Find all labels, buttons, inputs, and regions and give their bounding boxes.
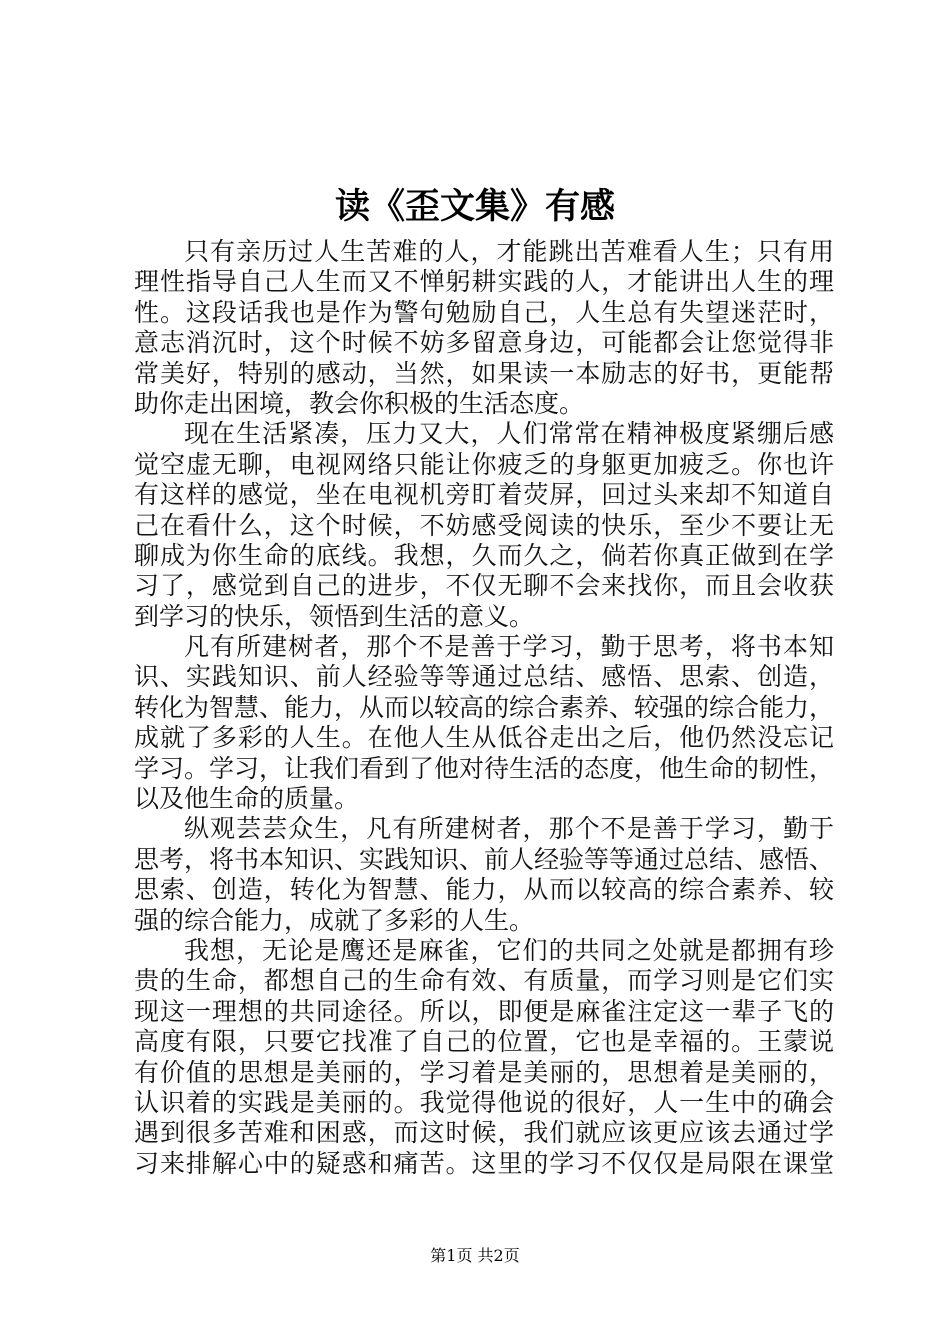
text-line: 性。这段话我也是作为警句勉励自己，人生总有失望迷茫时， [134,297,834,327]
document-body [134,237,834,1179]
document-title: 读《歪文集》有感 [334,186,615,227]
paragraph [134,814,834,936]
text-line: 纵观芸芸众生，凡有所建树者，那个不是善于学习，勤于 [184,814,834,844]
text-line: 强的综合能力，成就了多彩的人生。 [134,905,535,935]
text-line: 现这一理想的共同途径。所以，即便是麻雀注定这一辈子飞的 [134,996,834,1026]
paragraph [134,237,834,419]
text-line: 遇到很多苦难和困惑，而这时候，我们就应该更应该去通过学 [134,1118,834,1148]
text-line: 转化为智慧、能力，从而以较高的综合素养、较强的综合能力， [134,692,835,722]
text-line: 有价值的思想是美丽的，学习着是美丽的，思想着是美丽的， [134,1057,834,1087]
text-line: 觉空虚无聊，电视网络只能让你疲乏的身躯更加疲乏。你也许 [134,449,834,479]
text-line: 识、实践知识、前人经验等等通过总结、感悟、思索、创造， [134,662,834,692]
text-line: 到学习的快乐，领悟到生活的意义。 [134,601,535,631]
text-line: 有这样的感觉，坐在电视机旁盯着荧屏，回过头来却不知道自 [134,480,834,510]
text-line: 习来排解心中的疑惑和痛苦。这里的学习不仅仅是局限在课堂 [134,1148,834,1178]
text-line: 习了，感觉到自己的进步，不仅无聊不会来找你，而且会收获 [134,571,834,601]
text-line: 我想，无论是鹰还是麻雀，它们的共同之处就是都拥有珍 [184,935,834,965]
text-line: 思考，将书本知识、实践知识、前人经验等等通过总结、感悟、 [134,844,835,874]
paragraph [134,419,834,632]
text-line: 贵的生命，都想自己的生命有效、有质量，而学习则是它们实 [134,966,834,996]
text-line: 只有亲历过人生苦难的人，才能跳出苦难看人生；只有用 [184,237,834,266]
text-line: 认识着的实践是美丽的。我觉得他说的很好，人一生中的确会 [134,1087,834,1117]
text-line: 学习。学习，让我们看到了他对待生活的态度，他生命的韧性， [134,753,835,783]
text-line: 己在看什么，这个时候，不妨感受阅读的快乐，至少不要让无 [134,510,834,540]
text-line: 高度有限，只要它找准了自己的位置，它也是幸福的。王蒙说 [134,1027,834,1057]
text-line: 常美好，特别的感动，当然，如果读一本励志的好书，更能帮 [134,358,834,388]
text-line: 思索、创造，转化为智慧、能力，从而以较高的综合素养、较 [134,875,834,905]
text-line: 凡有所建树者，那个不是善于学习，勤于思考，将书本知 [184,632,834,662]
page-footer: 第1页 共2页 [430,1246,520,1265]
text-line: 成就了多彩的人生。在他人生从低谷走出之后，他仍然没忘记 [134,723,834,753]
text-line: 助你走出困境，教会你积极的生活态度。 [134,388,585,418]
text-line: 意志消沉时，这个时候不妨多留意身边，可能都会让您觉得非 [134,328,834,358]
text-line: 现在生活紧凑，压力又大，人们常常在精神极度紧绷后感 [184,419,834,449]
paragraph [134,632,834,814]
text-line: 理性指导自己人生而又不惮躬耕实践的人，才能讲出人生的理 [134,267,834,297]
paragraph [134,936,834,1179]
text-line: 以及他生命的质量。 [134,784,360,814]
text-line: 聊成为你生命的底线。我想，久而久之，倘若你真正做到在学 [134,540,834,570]
